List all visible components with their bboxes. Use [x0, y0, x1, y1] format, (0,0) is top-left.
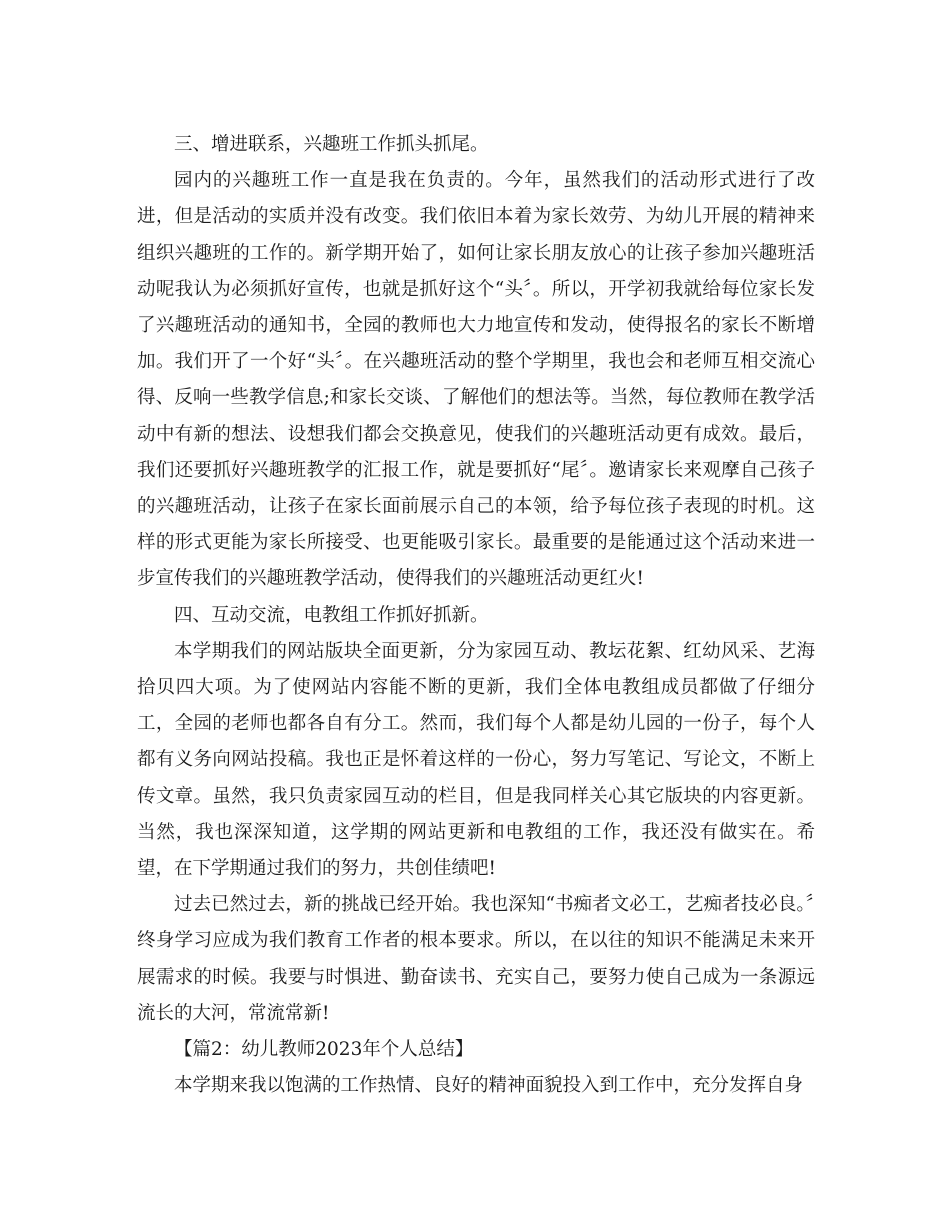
paragraph-conclusion: 过去已然过去，新的挑战已经开始。我也深知“书痴者文必工，艺痴者技必良。〞终身学习应成为我们教育工作者的根本要求。所以，在以往的知识不能满足未来开展需求的时候。我要与时惧进、勤奋读书、充实自己，要努力使自己成为一条源远流长的大河，常流常新!: [137, 894, 815, 1024]
section-heading-4: 四、互动交流，电教组工作抓好抓新。: [174, 604, 489, 626]
section-heading-3: 三、增进联系，兴趣班工作抓头抓尾。: [174, 134, 489, 155]
document-body: [137, 127, 815, 1104]
paragraph-website: 本学期我们的网站版块全面更新，分为家园互动、教坛花絮、红幼风采、艺海拾贝四大项。为了使网站内容能不断的更新，我们全体电教组成员都做了仔细分工，全园的老师也都各自有分工。然而，我们每个人都是幼儿园的一份子，每个人都有义务向网站投稿。我也正是怀着这样的一份心，努力写笔记、写论文，不断上传文章。虽然，我只负责家园互动的栏目，但是我同样关心其它版块的内容更新。当然，我也深深知道，这学期的网站更新和电教组的工作，我还没有做实在。希望，在下学期通过我们的努力，共创佳绩吧!: [137, 640, 815, 880]
article-title: 【篇2：幼儿教师2023年个人总结】: [174, 1039, 474, 1061]
paragraph-interest-class: 园内的兴趣班工作一直是我在负责的。今年，虽然我们的活动形式进行了改进，但是活动的实质并没有改变。我们依旧本着为家长效劳、为幼儿开展的精神来组织兴趣班的工作的。新学期开始了，如何让家长朋友放心的让孩子参加兴趣班活动呢我认为必须抓好宣传，也就是抓好这个“头〞。所以，开学初我就给每位家长发了兴趣班活动的通知书，全园的教师也大力地宣传和发动，使得报名的家长不断增加。我们开了一个好“头〞。在兴趣班活动的整个学期里，我也会和老师互相交流心得、反响一些教学信息;和家长交谈、了解他们的想法等。当然，每位教师在教学活动中有新的想法、设想我们都会交换意见，使我们的兴趣班活动更有成效。最后，我们还要抓好兴趣班教学的汇报工作，就是要抓好“尾〞。邀请家长来观摩自己孩子的兴趣班活动，让孩子在家长面前展示自己的本领，给予每位孩子表现的时机。这样的形式更能为家长所接受、也更能吸引家长。最重要的是能通过这个活动来进一步宣传我们的兴趣班教学活动，使得我们的兴趣班活动更红火!: [137, 170, 815, 590]
paragraph-article-start: 本学期来我以饱满的工作热情、良好的精神面貌投入到工作中，充分发挥自身: [174, 1075, 804, 1097]
